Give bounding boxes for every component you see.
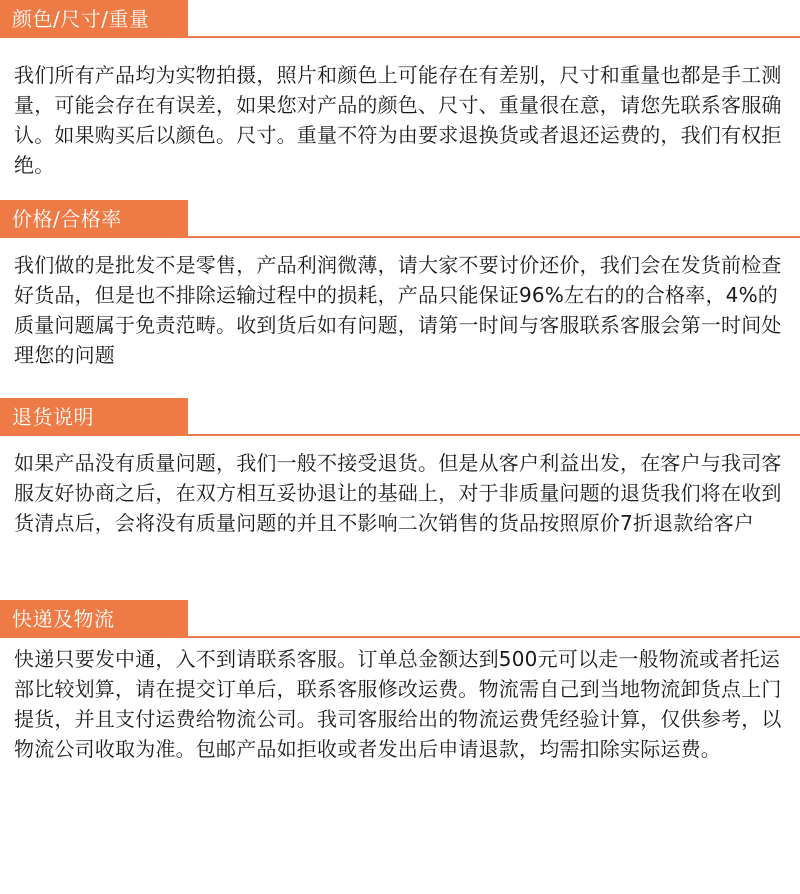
section-header [0, 600, 800, 638]
section-body: 如果产品没有质量问题，我们一般不接受退货。但是从客户利益出发，在客户与我司客服友好协商之后，在双方相互妥协退让的基础上，对于非质量问题的退货我们将在收到货清点后，会将没有质量问题的并且不影响二次销售的货品按照原价7折退款给客户 [14, 451, 782, 535]
section-body: 我们所有产品均为实物拍摄，照片和颜色上可能存在有差别，尺寸和重量也都是手工测量，可能会存在有误差，如果您对产品的颜色、尺寸、重量很在意，请您先联系客服确认。如果购买后以颜色。尺寸。重量不符为由要求退换货或者退还运费的，我们有权拒绝。 [14, 63, 782, 177]
section-body: 快递只要发中通，入不到请联系客服。订单总金额达到500元可以走一般物流或者托运部比较划算，请在提交订单后，联系客服修改运费。物流需自己到当地物流卸货点上门提货，并且支付运费给物流公司。我司客服给出的物流运费凭经验计算，仅供参考，以物流公司收取为准。包邮产品如拒收或者发出后申请退款，均需扣除实际运费。 [14, 647, 782, 761]
section-color-size-weight [0, 0, 800, 180]
section-body: 我们做的是批发不是零售，产品利润微薄，请大家不要讨价还价，我们会在发货前检查好货品，但是也不排除运输过程中的损耗，产品只能保证96%左右的的合格率，4%的质量问题属于免责范畴。收到货后如有问题，请第一时间与客服联系客服会第一时间处理您的问题 [14, 253, 782, 367]
section-divider [0, 36, 800, 38]
section-title: 价格/合格率 [0, 200, 188, 238]
section-divider [0, 636, 800, 638]
section-divider [0, 236, 800, 238]
section-header [0, 398, 800, 436]
section-divider [0, 434, 800, 436]
section-header [0, 200, 800, 238]
section-return-policy [0, 398, 800, 538]
section-header [0, 0, 800, 38]
section-title: 颜色/尺寸/重量 [0, 0, 188, 38]
section-title: 退货说明 [0, 398, 188, 436]
section-price-pass-rate [0, 200, 800, 370]
section-title: 快递及物流 [0, 600, 188, 638]
section-shipping-logistics [0, 600, 800, 764]
